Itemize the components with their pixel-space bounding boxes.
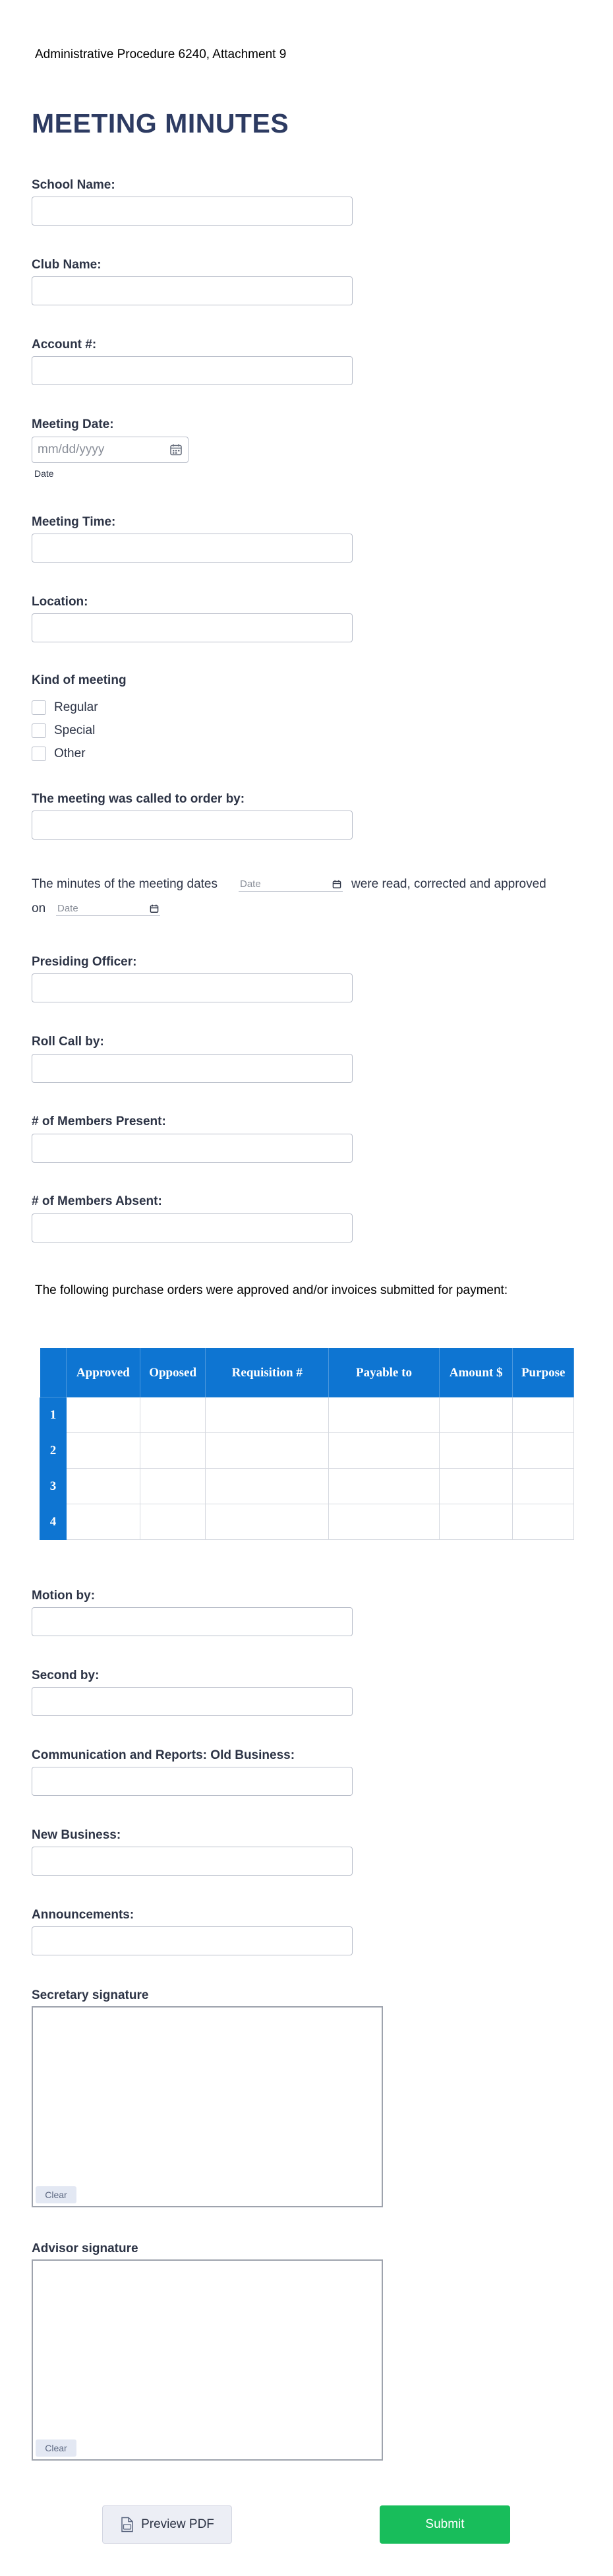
second-by-input[interactable] <box>32 1687 353 1716</box>
column-header: Amount $ <box>439 1348 513 1397</box>
clear-button[interactable]: Clear <box>36 2439 76 2457</box>
submit-button[interactable]: Submit <box>380 2505 510 2544</box>
account-label: Account #: <box>32 338 97 352</box>
location-label: Location: <box>32 595 88 609</box>
column-header: Purpose <box>513 1348 574 1397</box>
calendar-icon[interactable] <box>150 904 159 913</box>
table-cell[interactable] <box>206 1397 329 1433</box>
table-cell[interactable] <box>67 1433 140 1469</box>
table-cell[interactable] <box>513 1397 574 1433</box>
table-cell[interactable] <box>140 1433 206 1469</box>
table-row <box>40 1469 574 1504</box>
roll-call-label: Roll Call by: <box>32 1035 104 1049</box>
old-business-label: Communication and Reports: Old Business: <box>32 1748 295 1762</box>
school-name-input[interactable] <box>32 197 353 226</box>
column-header: Payable to <box>329 1348 440 1397</box>
announcements-label: Announcements: <box>32 1908 134 1922</box>
advisor-signature-label: Advisor signature <box>32 2242 138 2255</box>
table-cell[interactable] <box>329 1397 440 1433</box>
form-title: MEETING MINUTES <box>32 108 289 138</box>
presiding-officer-input[interactable] <box>32 973 353 1002</box>
minutes-date1-placeholder: Date <box>240 878 261 890</box>
pdf-file-icon <box>120 2517 134 2532</box>
minutes-date1-input[interactable] <box>239 877 343 892</box>
roll-call-input[interactable] <box>32 1054 353 1083</box>
new-business-label: New Business: <box>32 1828 121 1842</box>
purchase-orders-text: The following purchase orders were approved and/or invoices submitted for payment: <box>35 1283 508 1297</box>
kind-of-meeting-label: Kind of meeting <box>32 673 127 687</box>
option-label: Other <box>54 747 86 760</box>
row-header: 1 <box>40 1397 67 1433</box>
table-cell[interactable] <box>329 1433 440 1469</box>
members-absent-input[interactable] <box>32 1213 353 1242</box>
meeting-date-placeholder: mm/dd/yyyy <box>38 443 105 456</box>
called-to-order-input[interactable] <box>32 811 353 840</box>
announcements-input[interactable] <box>32 1926 353 1955</box>
row-header: 4 <box>40 1504 67 1540</box>
table-cell[interactable] <box>67 1504 140 1540</box>
advisor-signature-pad[interactable] <box>32 2259 383 2461</box>
option-label: Special <box>54 723 96 737</box>
calendar-icon[interactable] <box>169 443 183 456</box>
meeting-time-label: Meeting Time: <box>32 515 116 529</box>
presiding-officer-label: Presiding Officer: <box>32 955 137 969</box>
meeting-date-input[interactable] <box>32 437 189 463</box>
table-row <box>40 1433 574 1469</box>
table-cell[interactable] <box>329 1469 440 1504</box>
table-cell[interactable] <box>206 1504 329 1540</box>
club-name-label: Club Name: <box>32 258 102 272</box>
motion-by-label: Motion by: <box>32 1589 96 1603</box>
table-cell[interactable] <box>140 1397 206 1433</box>
table-row <box>40 1397 574 1433</box>
school-name-label: School Name: <box>32 178 115 192</box>
row-header: 2 <box>40 1433 67 1469</box>
table-cell[interactable] <box>67 1397 140 1433</box>
column-header: Approved <box>67 1348 140 1397</box>
meeting-date-label: Meeting Date: <box>32 417 114 431</box>
preview-pdf-label: Preview PDF <box>141 2517 214 2531</box>
new-business-input[interactable] <box>32 1847 353 1876</box>
members-absent-label: # of Members Absent: <box>32 1194 162 1208</box>
checkbox[interactable] <box>32 700 46 715</box>
clear-button[interactable]: Clear <box>36 2186 76 2203</box>
table-cell[interactable] <box>439 1397 513 1433</box>
motion-by-input[interactable] <box>32 1607 353 1636</box>
kind-of-meeting-options <box>32 698 98 764</box>
checkbox[interactable] <box>32 747 46 761</box>
meeting-date-sublabel: Date <box>34 468 54 479</box>
old-business-input[interactable] <box>32 1767 353 1796</box>
minutes-date2-input[interactable] <box>56 902 160 916</box>
column-header: Requisition # <box>206 1348 329 1397</box>
table-cell[interactable] <box>439 1469 513 1504</box>
minutes-text-part1: The minutes of the meeting dates <box>32 877 218 891</box>
table-cell[interactable] <box>329 1504 440 1540</box>
club-name-input[interactable] <box>32 276 353 305</box>
corner-header <box>40 1348 67 1397</box>
table-cell[interactable] <box>206 1469 329 1504</box>
table-cell[interactable] <box>140 1504 206 1540</box>
form-subtitle: Administrative Procedure 6240, Attachment 9 <box>35 47 287 61</box>
table-cell[interactable] <box>439 1433 513 1469</box>
minutes-date2-placeholder: Date <box>57 903 78 914</box>
members-present-label: # of Members Present: <box>32 1115 166 1128</box>
row-header: 3 <box>40 1469 67 1504</box>
minutes-text-part3: on <box>32 902 46 915</box>
calendar-icon[interactable] <box>332 880 341 889</box>
table-cell[interactable] <box>140 1469 206 1504</box>
option-regular[interactable] <box>32 698 98 718</box>
table-row <box>40 1504 574 1540</box>
secretary-signature-pad[interactable] <box>32 2006 383 2207</box>
secretary-signature-label: Secretary signature <box>32 1988 149 2002</box>
called-to-order-label: The meeting was called to order by: <box>32 792 245 806</box>
checkbox[interactable] <box>32 723 46 738</box>
table-cell[interactable] <box>513 1433 574 1469</box>
second-by-label: Second by: <box>32 1669 100 1682</box>
location-input[interactable] <box>32 613 353 642</box>
table-cell[interactable] <box>513 1504 574 1540</box>
preview-pdf-button[interactable] <box>102 2505 232 2544</box>
minutes-text-part2: were read, corrected and approved <box>351 877 546 891</box>
purchase-orders-table <box>40 1347 574 1540</box>
column-header: Opposed <box>140 1348 206 1397</box>
option-other[interactable] <box>32 744 98 764</box>
members-present-input[interactable] <box>32 1134 353 1163</box>
option-special[interactable] <box>32 721 98 741</box>
table-cell[interactable] <box>513 1469 574 1504</box>
meeting-time-input[interactable] <box>32 534 353 563</box>
option-label: Regular <box>54 700 98 714</box>
account-input[interactable] <box>32 356 353 385</box>
table-cell[interactable] <box>67 1469 140 1504</box>
table-cell[interactable] <box>439 1504 513 1540</box>
table-cell[interactable] <box>206 1433 329 1469</box>
